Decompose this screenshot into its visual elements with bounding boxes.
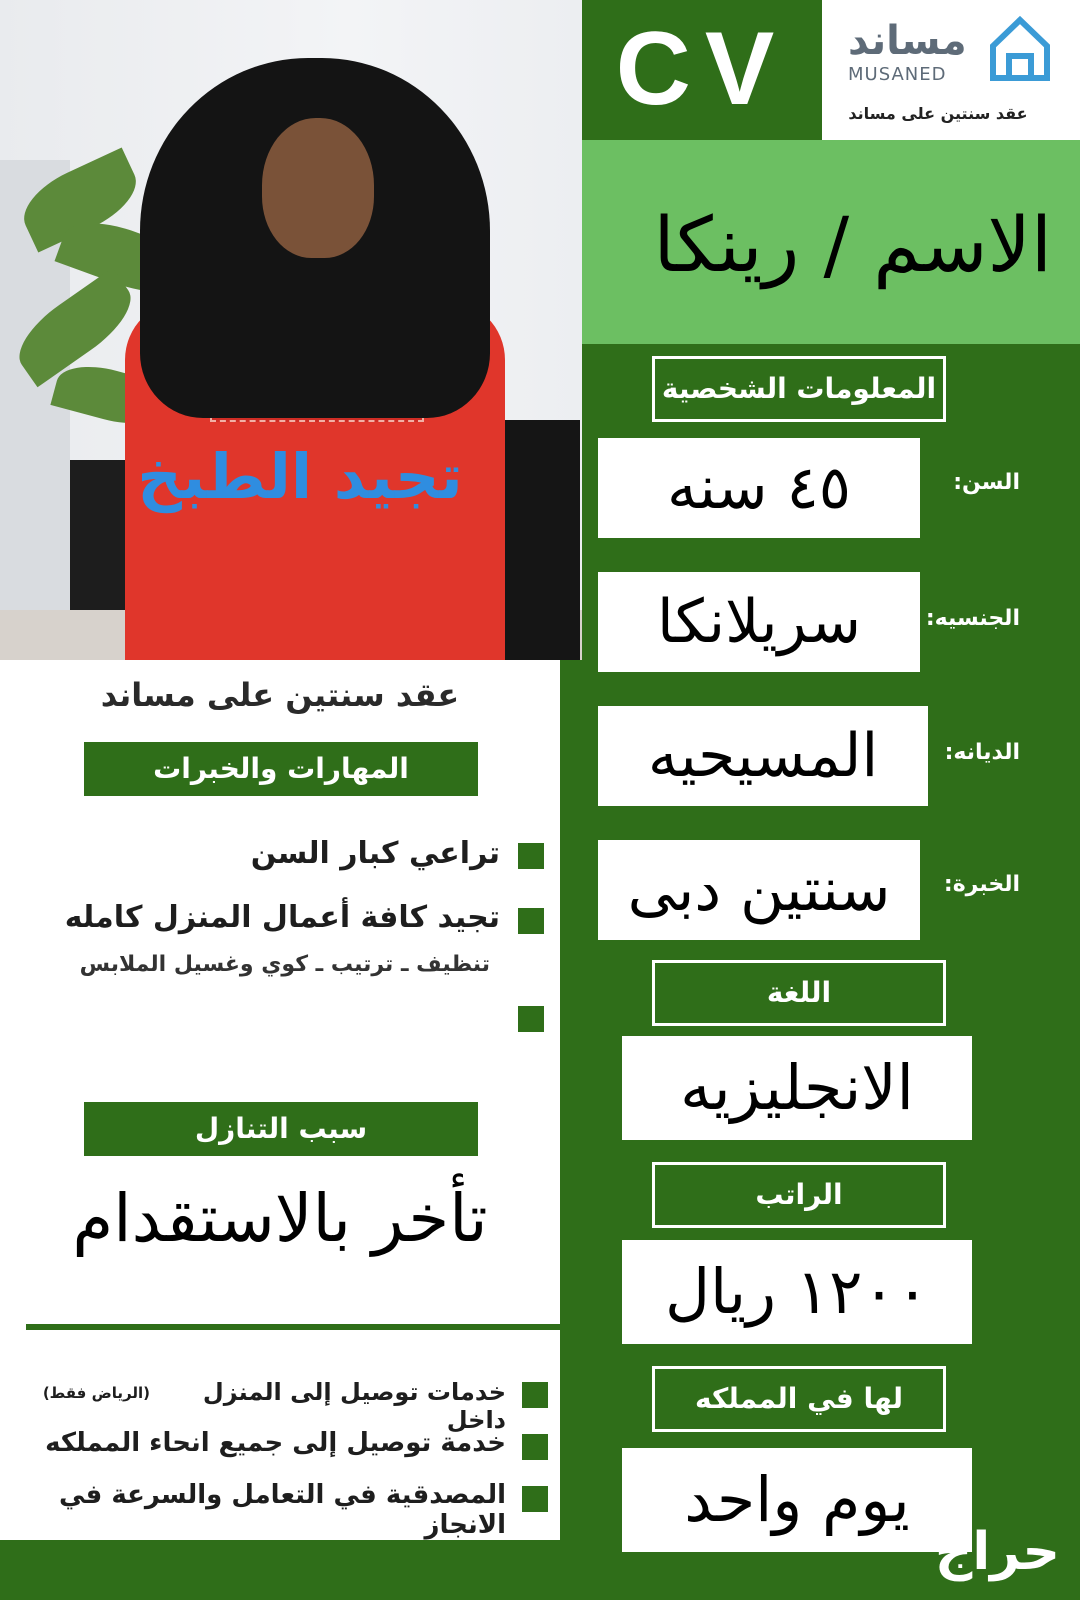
age-label: السن: [953,470,1020,495]
reason-value: تأخر بالاستقدام [72,1180,488,1257]
bullet-square [518,843,544,869]
divider-line [26,1324,560,1330]
service-item: المصدقية في التعامل والسرعة في الانجاز [58,1480,506,1540]
skills-heading: المهارات والخبرات [84,742,478,796]
salary-value: ١٢٠٠ ريال [622,1240,972,1344]
contract-title: عقد سنتين على مساند [100,676,460,714]
bullet-square [518,1006,544,1032]
bullet-square [522,1434,548,1460]
cv-title: CV [615,11,789,127]
nationality-label: الجنسيه: [925,606,1020,631]
religion-value: المسيحيه [598,706,928,806]
in-kingdom-heading: لها في المملكه [652,1366,946,1432]
logo-tagline: عقد سنتين على مساند [848,104,1028,123]
bullet-square [522,1486,548,1512]
bullet-square [518,908,544,934]
logo-arabic-text: مساند [848,18,967,64]
bullet-square [522,1382,548,1408]
service-note: (الرياض فقط) [42,1384,150,1402]
person-face [262,118,374,258]
salary-heading: الراتب [652,1162,946,1228]
experience-value: سنتين دبى [598,840,920,940]
in-kingdom-value: يوم واحد [622,1448,972,1552]
watermark-logo: حراج [934,1522,1060,1582]
experience-label: الخبرة: [943,872,1020,897]
language-heading: اللغة [652,960,946,1026]
skill-subtext: تنظيف ـ ترتيب ـ كوي وغسيل الملابس [79,952,490,977]
personal-info-heading: المعلومات الشخصية [652,356,946,422]
nationality-value: سريلانكا [598,572,920,672]
candidate-photo [0,0,582,660]
reason-heading: سبب التنازل [84,1102,478,1156]
age-value: ٤٥ سنه [598,438,920,538]
service-item: خدمة توصيل إلى جميع انحاء المملكه [45,1428,506,1458]
candidate-name: الاسم / رينكا [653,200,1052,289]
skill-item: تجيد كافة أعمال المنزل كامله [64,900,500,935]
photo-overlay-caption: تجيد الطبخ [137,440,463,513]
religion-label: الديانه: [944,740,1020,765]
skill-item: تراعي كبار السن [250,836,500,871]
language-value: الانجليزيه [622,1036,972,1140]
logo-english-text: MUSANED [848,64,947,85]
service-item: خدمات توصيل إلى المنزل داخل [202,1378,506,1434]
musaned-house-icon [985,12,1055,84]
